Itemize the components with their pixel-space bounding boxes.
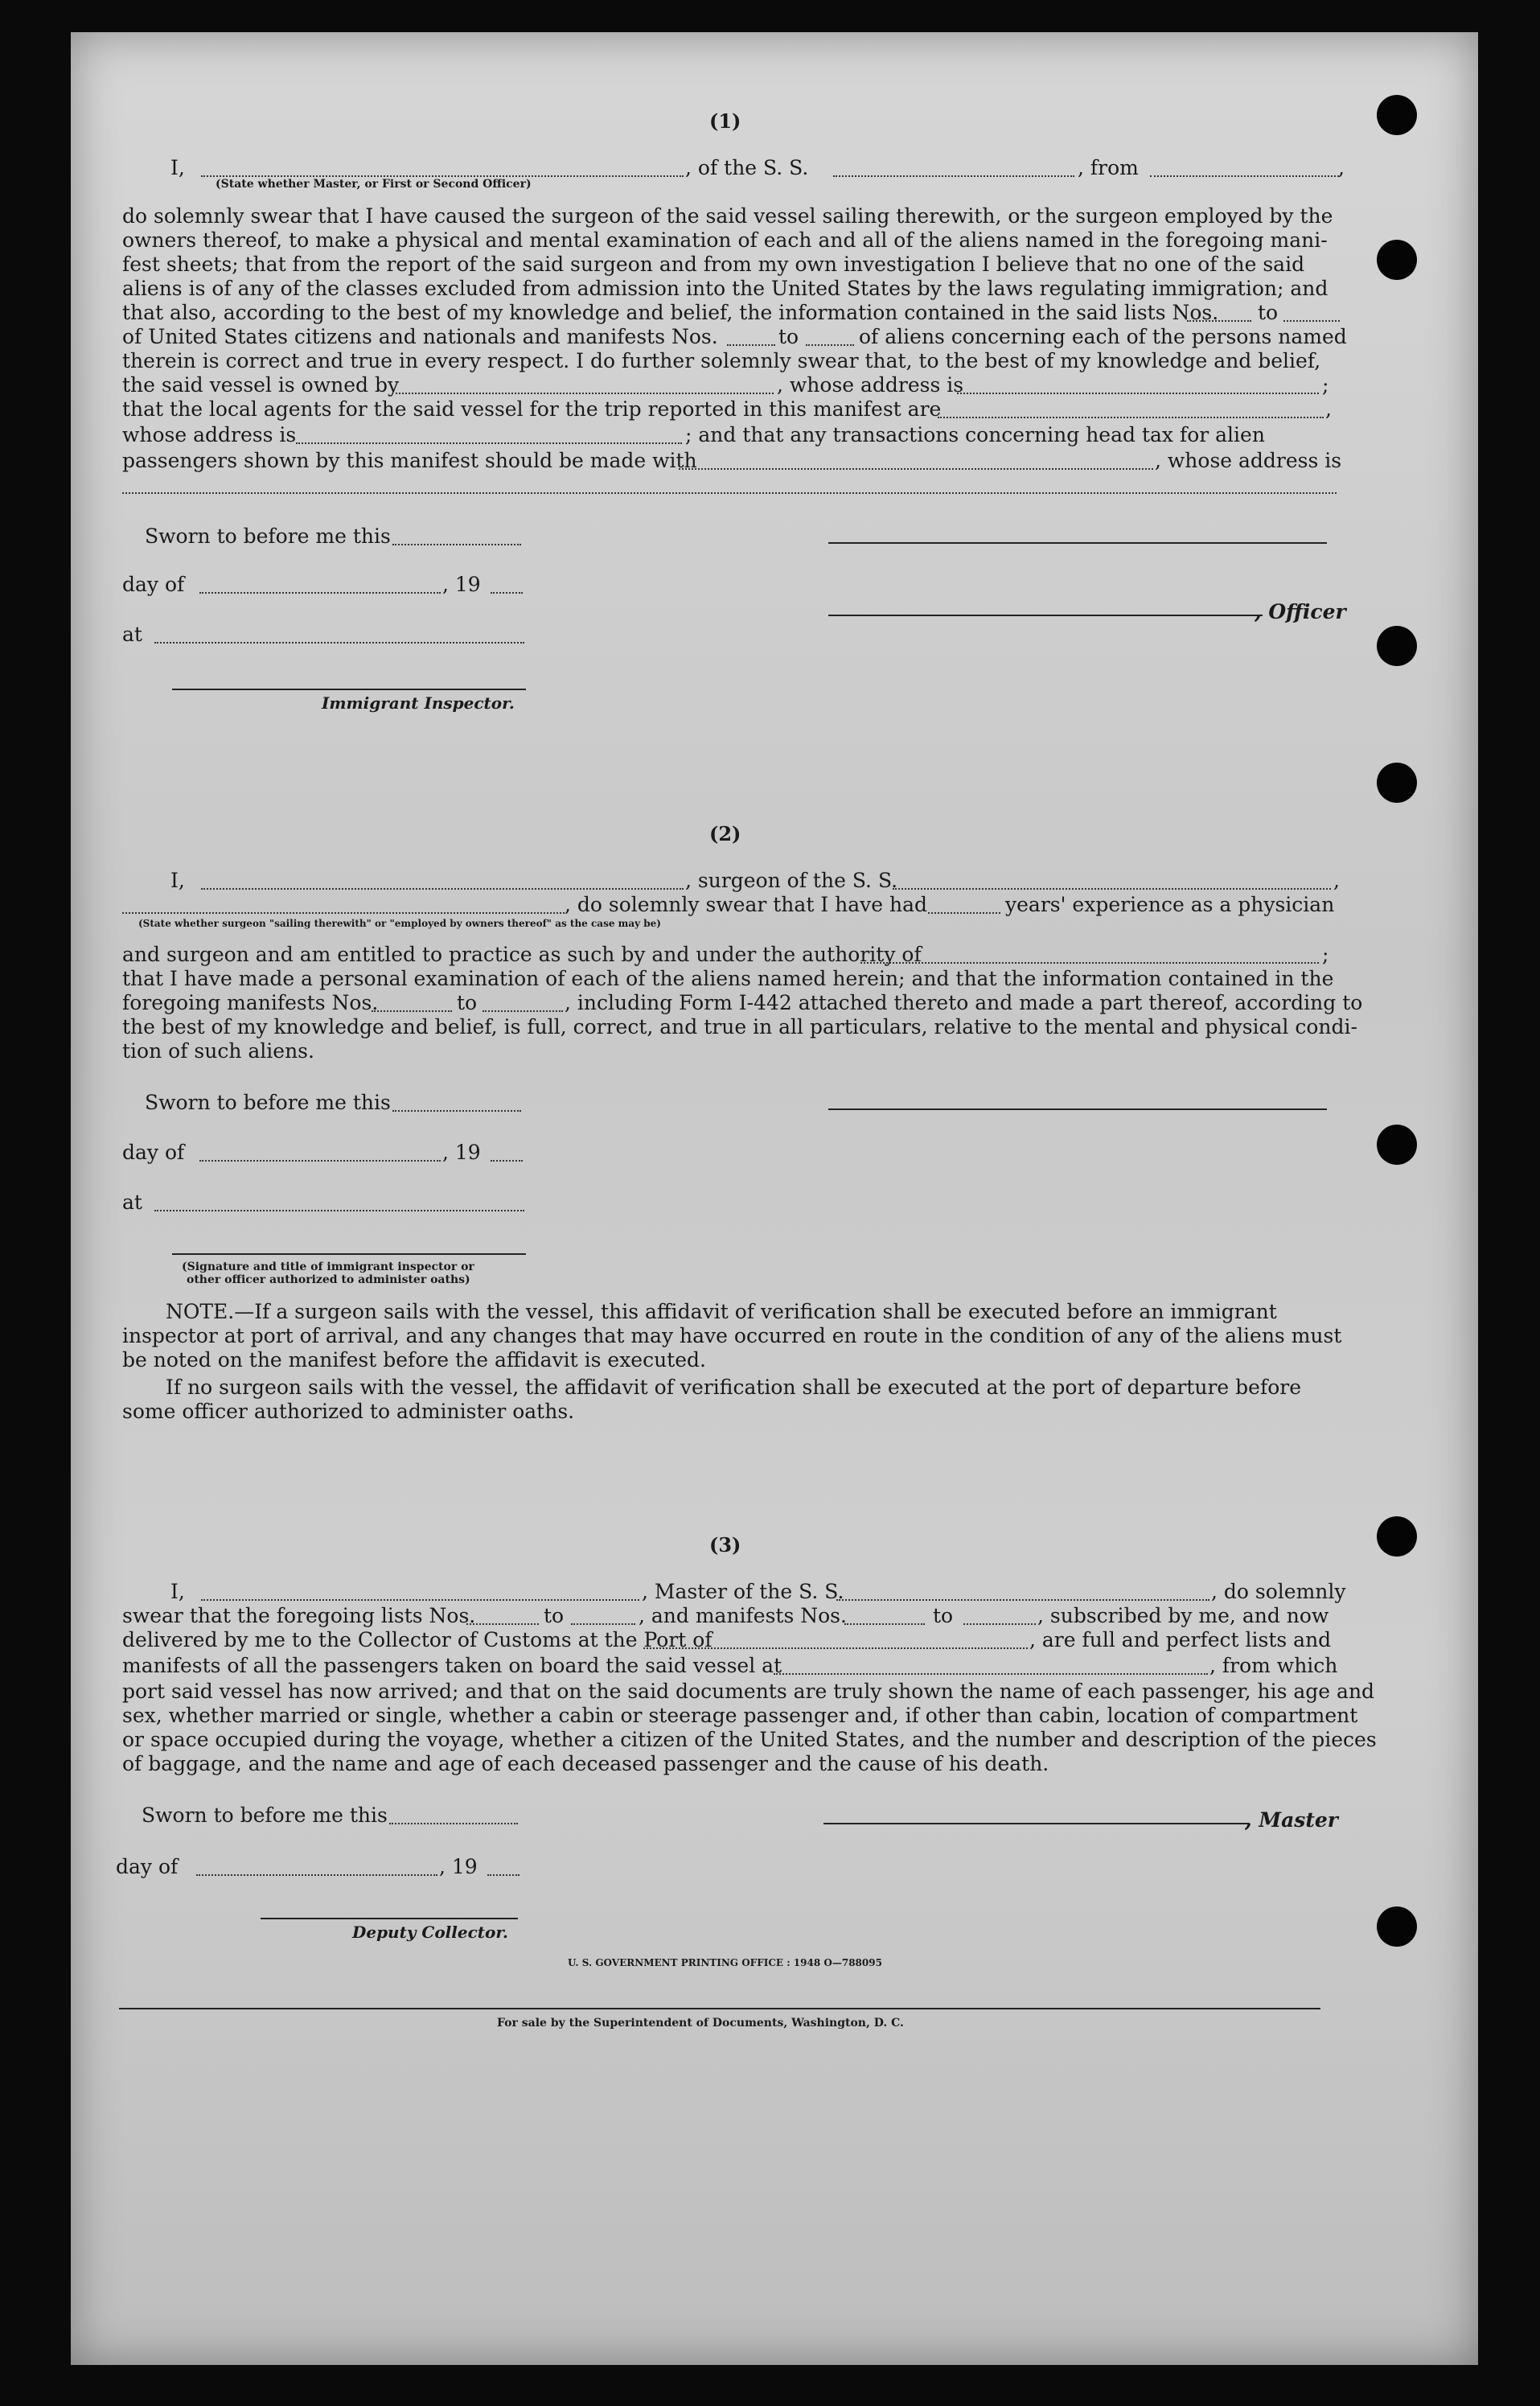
s2-text: years' experience as a physician bbox=[1005, 893, 1335, 916]
s1-text: ; and that any transactions concerning head tax for alien bbox=[685, 423, 1265, 446]
s1-text: of United States citizens and nationals and manifests Nos. bbox=[122, 325, 718, 348]
day-label: day of bbox=[122, 573, 185, 596]
s1-line1-from: , from bbox=[1078, 156, 1139, 179]
at-label: at bbox=[122, 623, 142, 646]
fill-line bbox=[466, 1623, 539, 1625]
fill-line bbox=[199, 1160, 441, 1162]
footer-rule bbox=[119, 2008, 1320, 2009]
s3-text: port said vessel has now arrived; and that on the said documents are truly shown the name of each passenger, his age and bbox=[122, 1680, 1375, 1703]
s3-text: delivered by me to the Collector of Customs at the Port of bbox=[122, 1628, 713, 1651]
fill-line bbox=[201, 888, 684, 890]
s1-text: that also, according to the best of my knowledge and belief, the information contained in the said lists Nos. bbox=[122, 301, 1219, 324]
note-text: some officer authorized to administer oaths. bbox=[122, 1400, 575, 1423]
fill-line bbox=[806, 344, 854, 346]
year-label: , 19 bbox=[442, 1141, 481, 1164]
fill-line bbox=[491, 592, 523, 594]
binder-hole bbox=[1377, 1516, 1417, 1557]
note-text: NOTE.—If a surgeon sails with the vessel, this affidavit of verification shall be executed before an immigrant bbox=[166, 1300, 1277, 1323]
fill-line bbox=[836, 1599, 1209, 1601]
collector-label: Deputy Collector. bbox=[352, 1923, 509, 1942]
punct: ; bbox=[1322, 373, 1329, 397]
binder-hole bbox=[1377, 1125, 1417, 1165]
fill-line bbox=[491, 1160, 523, 1162]
s1-text: fest sheets; that from the report of the said surgeon and from my own investigation I believe that no one of the said bbox=[122, 253, 1305, 276]
s3-text: sex, whether married or single, whether a cabin or steerage passenger and, if other than cabin, location of compartment bbox=[122, 1704, 1358, 1727]
fill-line bbox=[122, 492, 1337, 494]
s3-text: to bbox=[933, 1604, 954, 1627]
fill-line bbox=[392, 544, 521, 545]
sworn-label: Sworn to before me this bbox=[142, 1803, 388, 1827]
s1-text: the said vessel is owned by bbox=[122, 373, 400, 397]
day-label: day of bbox=[116, 1855, 179, 1878]
s1-text: owners thereof, to make a physical and mental examination of each and all of the aliens named in the foregoing mani- bbox=[122, 228, 1328, 252]
fill-line bbox=[963, 1623, 1036, 1625]
s3-text: swear that the foregoing lists Nos. bbox=[122, 1604, 476, 1627]
sworn-label: Sworn to before me this bbox=[145, 524, 391, 548]
s3-text: manifests of all the passengers taken on board the said vessel at bbox=[122, 1654, 782, 1677]
s2-text: the best of my knowledge and belief, is full, correct, and true in all particulars, relative to the mental and physical condi- bbox=[122, 1015, 1357, 1038]
sale-line: For sale by the Superintendent of Documents, Washington, D. C. bbox=[497, 2017, 904, 2030]
at-label: at bbox=[122, 1191, 142, 1214]
binder-hole bbox=[1377, 1906, 1417, 1947]
fill-line bbox=[1187, 320, 1251, 322]
fill-line bbox=[938, 417, 1324, 418]
fill-line bbox=[483, 1010, 563, 1012]
punct: , bbox=[1338, 156, 1345, 179]
fill-line bbox=[833, 175, 1074, 177]
year-label: , 19 bbox=[439, 1855, 478, 1878]
punct: , bbox=[1325, 397, 1332, 421]
s2-text: tion of such aliens. bbox=[122, 1039, 314, 1063]
fill-line bbox=[201, 1599, 639, 1601]
s2-text: foregoing manifests Nos. bbox=[122, 991, 379, 1014]
note-text: If no surgeon sails with the vessel, the affidavit of verification shall be executed at the port of departure before bbox=[166, 1376, 1301, 1399]
fill-line bbox=[392, 1110, 521, 1112]
s1-text: passengers shown by this manifest should be made with bbox=[122, 449, 697, 472]
fill-line bbox=[487, 1874, 519, 1876]
s3-line1-lead: I, bbox=[170, 1580, 185, 1603]
fill-line bbox=[727, 344, 775, 346]
fill-line bbox=[1150, 175, 1339, 177]
s3-text: or space occupied during the voyage, whether a citizen of the United States, and the number and description of the pieces bbox=[122, 1728, 1377, 1751]
s3-text: , and manifests Nos. bbox=[639, 1604, 847, 1627]
s1-line1-lead: I, bbox=[170, 156, 185, 179]
s2-text: to bbox=[457, 991, 478, 1014]
binder-hole bbox=[1377, 763, 1417, 803]
master-label: , Master bbox=[1245, 1808, 1338, 1832]
s1-text: of aliens concerning each of the persons named bbox=[859, 325, 1347, 348]
signature-line bbox=[828, 542, 1327, 544]
s1-text: that the local agents for the said vessel for the trip reported in this manifest are bbox=[122, 397, 942, 421]
fill-line bbox=[679, 468, 1153, 470]
year-label: , 19 bbox=[442, 573, 481, 596]
fill-line bbox=[154, 642, 524, 644]
fill-line bbox=[928, 912, 1000, 914]
s3-text: , from which bbox=[1209, 1654, 1338, 1677]
s1-text: , whose address is bbox=[777, 373, 964, 397]
section-number: (3) bbox=[709, 1533, 741, 1557]
fill-line bbox=[860, 962, 1319, 964]
signature-line bbox=[828, 615, 1263, 616]
binder-hole bbox=[1377, 95, 1417, 135]
fill-line bbox=[643, 1647, 1028, 1649]
signature-line bbox=[172, 689, 526, 690]
s3-text: , are full and perfect lists and bbox=[1029, 1628, 1332, 1651]
s2-line1-ship: , surgeon of the S. S. bbox=[685, 869, 898, 892]
fill-line bbox=[196, 1874, 437, 1876]
note-text: be noted on the manifest before the affidavit is executed. bbox=[122, 1348, 706, 1372]
s2-text: , including Form I-442 attached thereto and made a part thereof, according to bbox=[565, 991, 1363, 1014]
note-text: inspector at port of arrival, and any changes that may have occurred en route in the condition of any of the aliens must bbox=[122, 1324, 1342, 1347]
s2-sub-caption: (State whether surgeon "sailing therewith" or "employed by owners thereof" as the case may be) bbox=[138, 918, 661, 929]
sig-caption: other officer authorized to administer oaths) bbox=[187, 1273, 470, 1286]
s1-text: , whose address is bbox=[1155, 449, 1342, 472]
s1-text: to bbox=[1258, 301, 1279, 324]
signature-line bbox=[261, 1918, 518, 1919]
officer-label: , Officer bbox=[1255, 600, 1346, 623]
day-label: day of bbox=[122, 1141, 185, 1164]
gpo-imprint: U. S. GOVERNMENT PRINTING OFFICE : 1948 O—788095 bbox=[568, 1957, 882, 1968]
fill-line bbox=[199, 592, 441, 594]
s1-sub-caption: (State whether Master, or First or Second Officer) bbox=[216, 178, 532, 191]
signature-line bbox=[828, 1108, 1327, 1110]
section-number: (1) bbox=[709, 109, 741, 133]
sworn-label: Sworn to before me this bbox=[145, 1091, 391, 1114]
signature-line bbox=[172, 1253, 526, 1255]
s3-text: , subscribed by me, and now bbox=[1037, 1604, 1329, 1627]
s1-text: to bbox=[778, 325, 799, 348]
fill-line bbox=[122, 912, 565, 914]
fill-line bbox=[893, 888, 1331, 890]
fill-line bbox=[1283, 320, 1340, 322]
s3-text: , do solemnly bbox=[1211, 1580, 1346, 1603]
inspector-label: Immigrant Inspector. bbox=[322, 693, 515, 713]
s1-text: therein is correct and true in every respect. I do further solemnly swear that, to the best of my knowledge and belief, bbox=[122, 349, 1321, 372]
s3-text: to bbox=[544, 1604, 565, 1627]
binder-hole bbox=[1377, 240, 1417, 280]
punct: ; bbox=[1322, 943, 1329, 966]
fill-line bbox=[296, 442, 682, 444]
s1-text: whose address is bbox=[122, 423, 297, 446]
fill-line bbox=[389, 1823, 518, 1824]
s1-text: aliens is of any of the classes excluded from admission into the United States by the laws regulating immigration; and bbox=[122, 277, 1329, 300]
fill-line bbox=[571, 1623, 635, 1625]
s2-line1-lead: I, bbox=[170, 869, 185, 892]
s3-line1-ship: , Master of the S. S. bbox=[642, 1580, 844, 1603]
fill-line bbox=[396, 393, 774, 394]
s2-text: that I have made a personal examination of each of the aliens named herein; and that the information contained in the bbox=[122, 967, 1334, 990]
s1-text: do solemnly swear that I have caused the surgeon of the said vessel sailing therewith, or the surgeon employed by the bbox=[122, 204, 1333, 228]
fill-line bbox=[201, 175, 684, 177]
fill-line bbox=[372, 1010, 452, 1012]
punct: , bbox=[1333, 869, 1340, 892]
sig-caption: (Signature and title of immigrant inspector or bbox=[182, 1261, 474, 1273]
s3-text: of baggage, and the name and age of each deceased passenger and the cause of his death. bbox=[122, 1752, 1049, 1775]
s1-line1-ship: , of the S. S. bbox=[685, 156, 809, 179]
s2-text: , do solemnly swear that I have had bbox=[565, 893, 928, 916]
section-number: (2) bbox=[709, 822, 741, 845]
binder-hole bbox=[1377, 626, 1417, 666]
signature-line bbox=[823, 1823, 1250, 1824]
fill-line bbox=[154, 1210, 524, 1211]
s2-text: and surgeon and am entitled to practice as such by and under the authority of bbox=[122, 943, 922, 966]
fill-line bbox=[774, 1673, 1208, 1675]
fill-line bbox=[957, 393, 1319, 394]
fill-line bbox=[844, 1623, 925, 1625]
